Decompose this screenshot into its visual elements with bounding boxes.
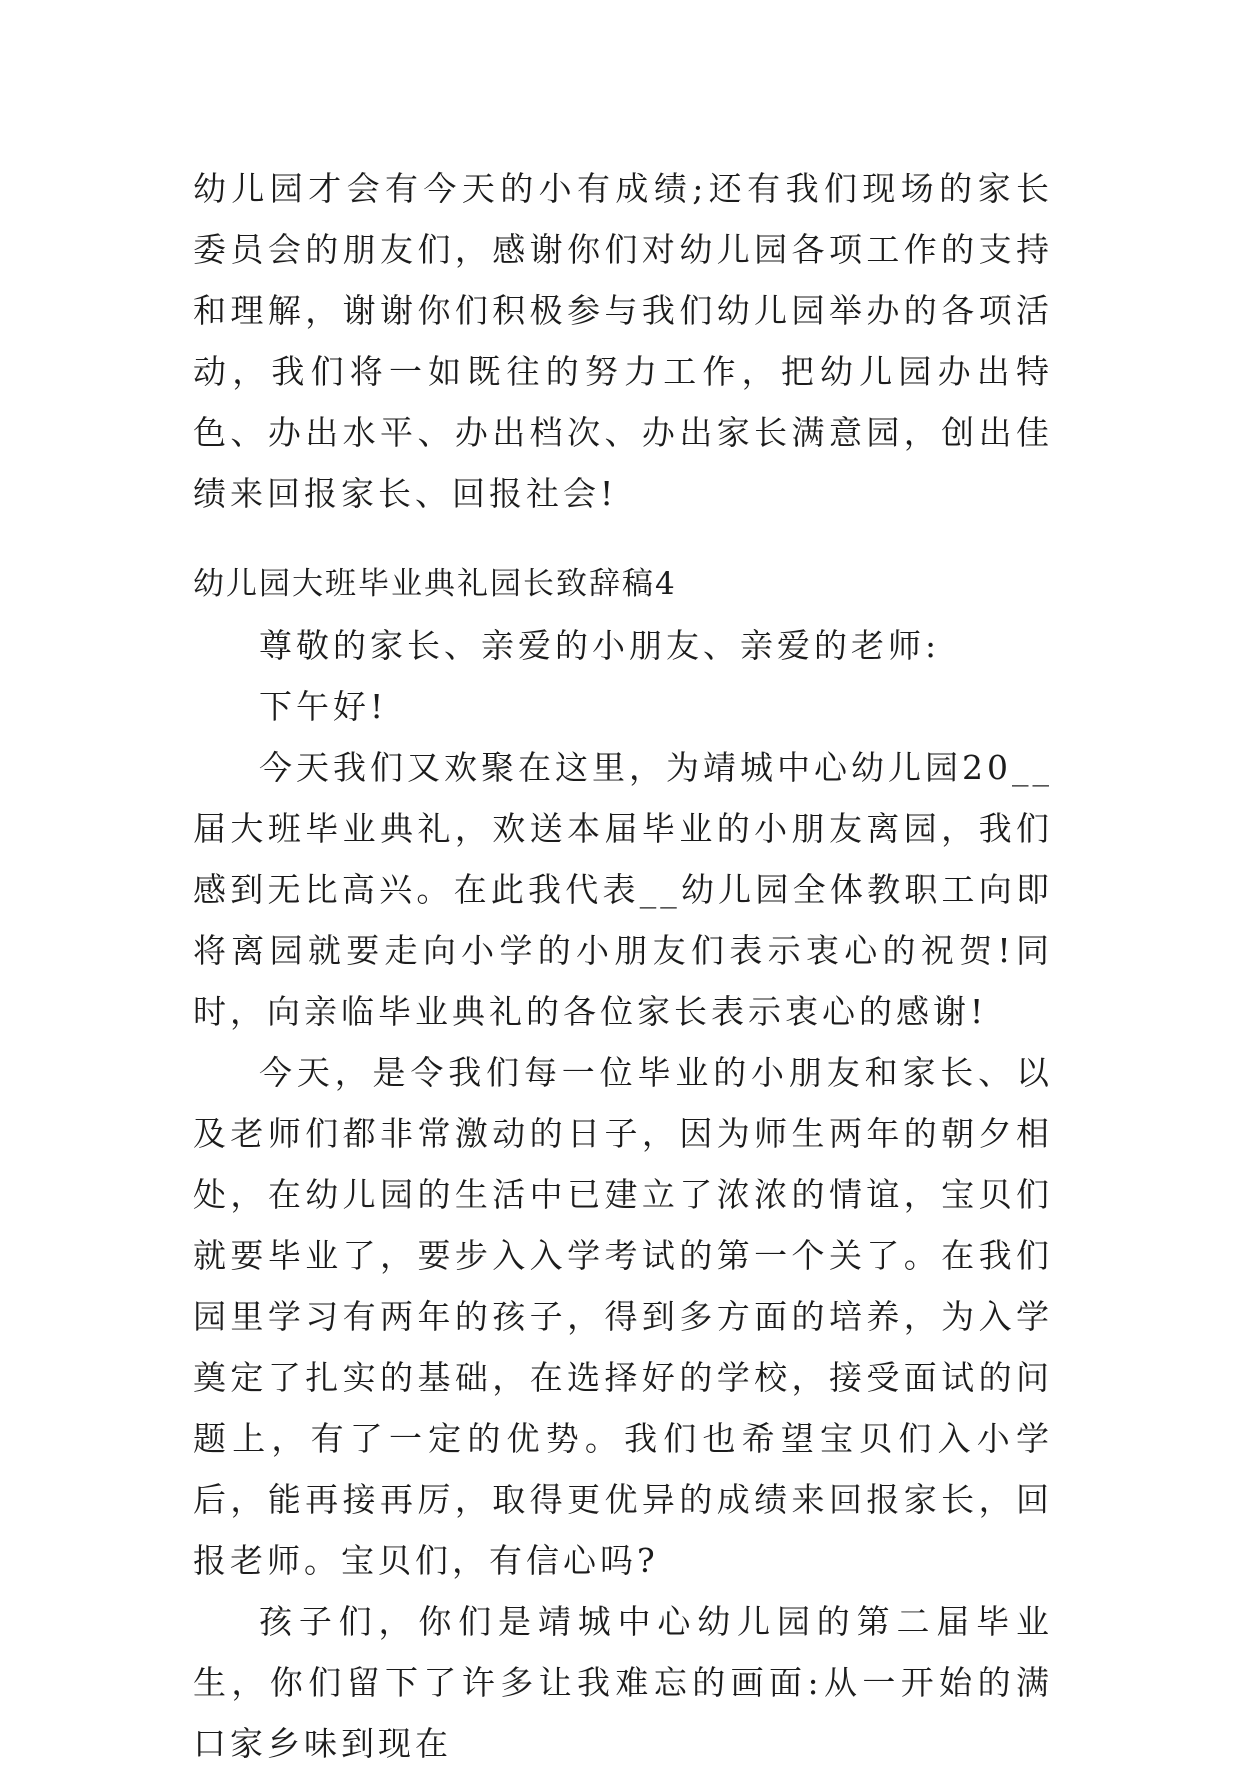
salutation: 尊敬的家长、亲爱的小朋友、亲爱的老师: xyxy=(259,626,941,665)
paragraph-continuation: 幼儿园才会有今天的小有成绩;还有我们现场的家长委员会的朋友们，感谢你们对幼儿园各项工作的支持和理解，谢谢你们积极参与我们幼儿园举办的各项活动，我们将一如既往的努力工作，把幼儿园办出特色、办出水平、办出档次、办出家长满意园，创出佳绩来回报家长、回报社会! xyxy=(193,169,1053,513)
paragraph-today: 今天，是令我们每一位毕业的小朋友和家长、以及老师们都非常激动的日子，因为师生两年的朝夕相处，在幼儿园的生活中已建立了浓浓的情谊，宝贝们就要毕业了，要步入入学考试的第一个关了。在我们园里学习有两年的孩子，得到多方面的培养，为入学奠定了扎实的基础，在选择好的学校，接受面试的问题上，有了一定的优势。我们也希望宝贝们入小学后，能再接再厉，取得更优异的成绩来回报家长，回报老师。宝贝们，有信心吗? xyxy=(193,1053,1053,1580)
paragraph-children: 孩子们，你们是靖城中心幼儿园的第二届毕业生，你们留下了许多让我难忘的画面:从一开始的满口家乡味到现在 xyxy=(193,1602,1053,1763)
greeting: 下午好! xyxy=(259,687,388,726)
section-title: 幼儿园大班毕业典礼园长致辞稿4 xyxy=(193,566,677,602)
document-body xyxy=(193,158,1053,1774)
paragraph-welcome: 今天我们又欢聚在这里，为靖城中心幼儿园20__届大班毕业典礼，欢送本届毕业的小朋友离园，我们感到无比高兴。在此我代表__幼儿园全体教职工向即将离园就要走向小学的小朋友们表示衷心的祝贺!同时，向亲临毕业典礼的各位家长表示衷心的感谢! xyxy=(193,748,1053,1031)
